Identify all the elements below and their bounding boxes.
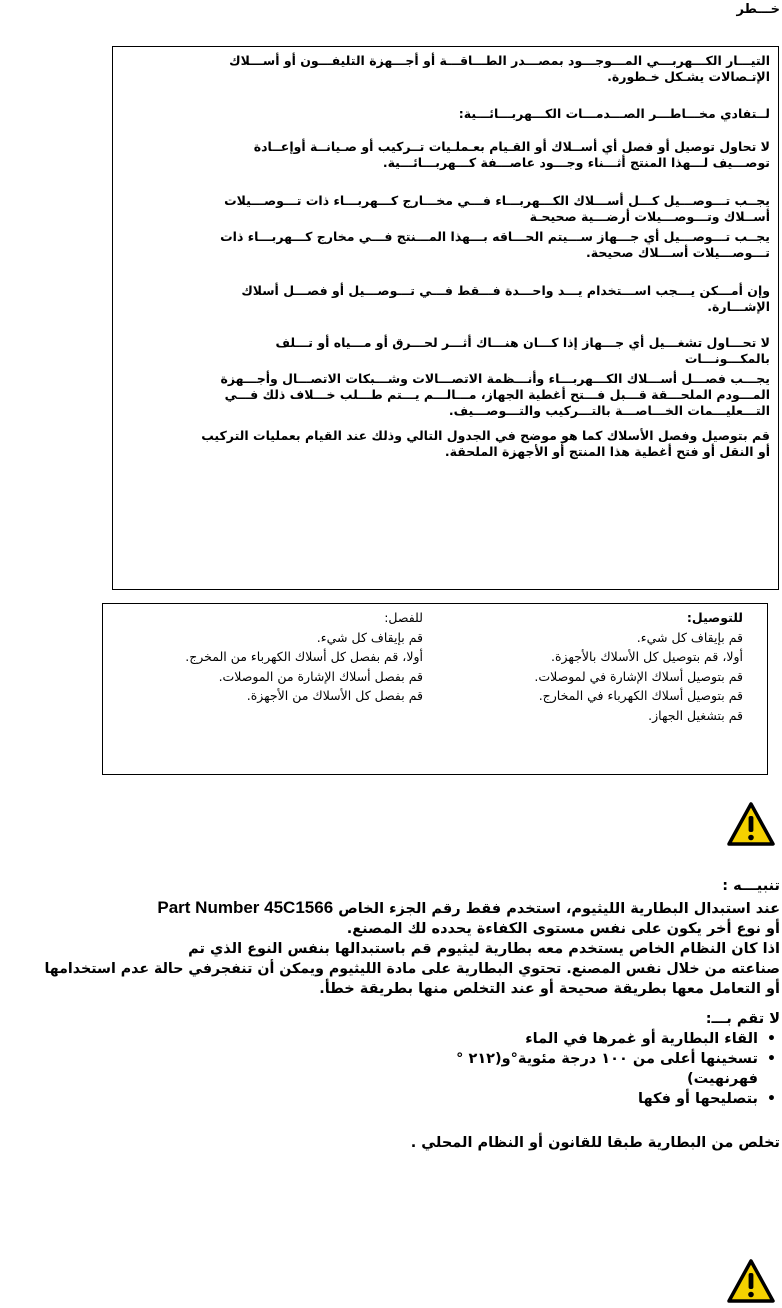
disconnect-step: قم بفصل أسلاك الإشارة من الموصلات. <box>218 668 423 684</box>
connect-column <box>443 608 743 725</box>
list-item: • القاء البطارية أو غمرها في الماء <box>525 1031 776 1047</box>
connect-disconnect-table <box>102 603 768 775</box>
connect-step: قم بتوصيل أسلاك الكهرباء في المخارج. <box>538 688 743 703</box>
connect-step: قم بتوصيل أسلاك الإشارة في لموصلات. <box>534 668 743 684</box>
danger-box <box>112 46 779 590</box>
danger-para-2: لــتفادي مخـــاطـــر الصـــدمـــات الكـــهربـــائـــية: <box>458 106 770 121</box>
notice-line: أو نوع أخر يكون على نفس مستوى الكفاءة يحدده لك المصنع. <box>346 921 780 937</box>
danger-para-1: التيـــار الكـــهربـــي المـــوجـــود بمصـــدر الطـــاقـــة أو أجـــهزة التليفـــون أو أســـلاك الإتـصالات يشـكل خـطورة. <box>229 53 770 84</box>
danger-para-7: لا تحـــاول تشغـــيل أي جـــهاز إذا كـــان هنـــاك أثـــر لحـــرق أو مـــياه أو تـــلف بالمكـــونـــات <box>275 335 770 366</box>
list-item: • بتصليحها أو فكها <box>638 1091 776 1107</box>
warning-triangle-icon <box>726 801 776 847</box>
notice-line: صناعته من خلال نفس المصنع. تحتوي البطارية على مادة الليثيوم ويمكن أن تنفجرفي حالة عدم استخدامها <box>44 961 780 977</box>
danger-para-9: قم بتوصيل وفصل الأسلاك كما هو موضح في الجدول التالي وذلك عند القيام بعمليات التركيب أو النقل أو فتح أغطية هذا المنتج أو الأجهزة الملحقة. <box>201 428 770 459</box>
dispose-instruction: تخلص من البطارية طبقا للقانون أو النظام المحلي . <box>410 1135 780 1151</box>
do-not-list <box>0 1029 780 1109</box>
warning-triangle-icon <box>726 1258 776 1304</box>
disconnect-step: قم بفصل كل الأسلاك من الأجهزة. <box>246 688 423 703</box>
danger-para-4: يجــب تـــوصـــيل كـــل أســـلاك الكـــهربـــاء فـــي مخـــارج كـــهربـــاء ذات تـــوصـــيلات أســلاك وتـــوصـــيلات أرضـــية صحيحـة <box>224 193 770 224</box>
do-not-heading: لا تقم بـــ: <box>705 1011 780 1027</box>
notice-line-1: عند استبدال البطارية الليثيوم، استخدم فقط رقم الجزء الخاص Part Number 45C1566 <box>157 898 780 917</box>
page-heading-danger: خـــطر <box>736 2 780 17</box>
connect-step: قم بتشغيل الجهاز. <box>648 707 743 723</box>
battery-notice <box>0 876 780 1153</box>
disconnect-column <box>123 608 423 706</box>
connect-step: أولا، قم بتوصيل كل الأسلاك بالأجهزة. <box>551 649 743 664</box>
danger-para-3: لا تحاول توصيل أو فصل أي أســلاك أو القـيام بعـملـيات تــركيب أو صـيانــة أوإعــادة توصـــيف لـــهذا المنتج أثـــناء وجـــود عاصـــفة كـــهربـــائـــية. <box>253 139 770 170</box>
disconnect-step: أولا، قم بفصل كل أسلاك الكهرباء من المخرج. <box>185 649 423 664</box>
disconnect-step: قم بإيقاف كل شيء. <box>316 629 423 645</box>
connect-step: قم بإيقاف كل شيء. <box>636 629 743 645</box>
part-number: Part Number 45C1566 <box>157 898 334 917</box>
connect-title: للتوصيل: <box>686 610 743 625</box>
list-item: • تسخينها أعلى من ١٠٠ درجة مئوية°و(٢١٢ ° فهرنهيت) <box>456 1051 776 1087</box>
notice-line: اذا كان النظام الخاص يستخدم معه بطارية ليثيوم قم باستبدالها بنفس النوع الذي تم <box>188 941 780 957</box>
notice-title: تنبيـــه : <box>722 878 780 894</box>
danger-para-8: يجـــب فصـــل أســـلاك الكـــهربـــاء وأنـــظمة الاتصـــالات وشـــبكات الاتصـــال وأجـــهزة المـــودم الملحـــقة قـــبل فـــتح أغطية الجهاز، مـــالـــم يـــتم طـــلب خـــلاف ذلك فـــي التـــعليـــمات الخـــاصـــة بالتـــركيب والتـــوصـــيف. <box>220 371 770 418</box>
disconnect-title: للفصل: <box>384 610 423 625</box>
danger-para-5: يجــب تـــوصـــيل أي جـــهاز ســـيتم الحـــاقه بـــهذا المـــنتج فـــي مخارج كـــهربـــاء ذات تـــوصـــيلات أســـلاك صحيحة. <box>220 229 770 260</box>
notice-line: أو التعامل معها بطريقة صحيحة أو عند التخلص منها بطريقة خطأ. <box>319 981 780 997</box>
danger-para-6: وإن أمـــكن يـــجب اســـتخدام يـــد واحـــدة فـــقط فـــي تـــوصـــيل أو فصـــل أسلاك الإشـــارة. <box>241 283 770 314</box>
